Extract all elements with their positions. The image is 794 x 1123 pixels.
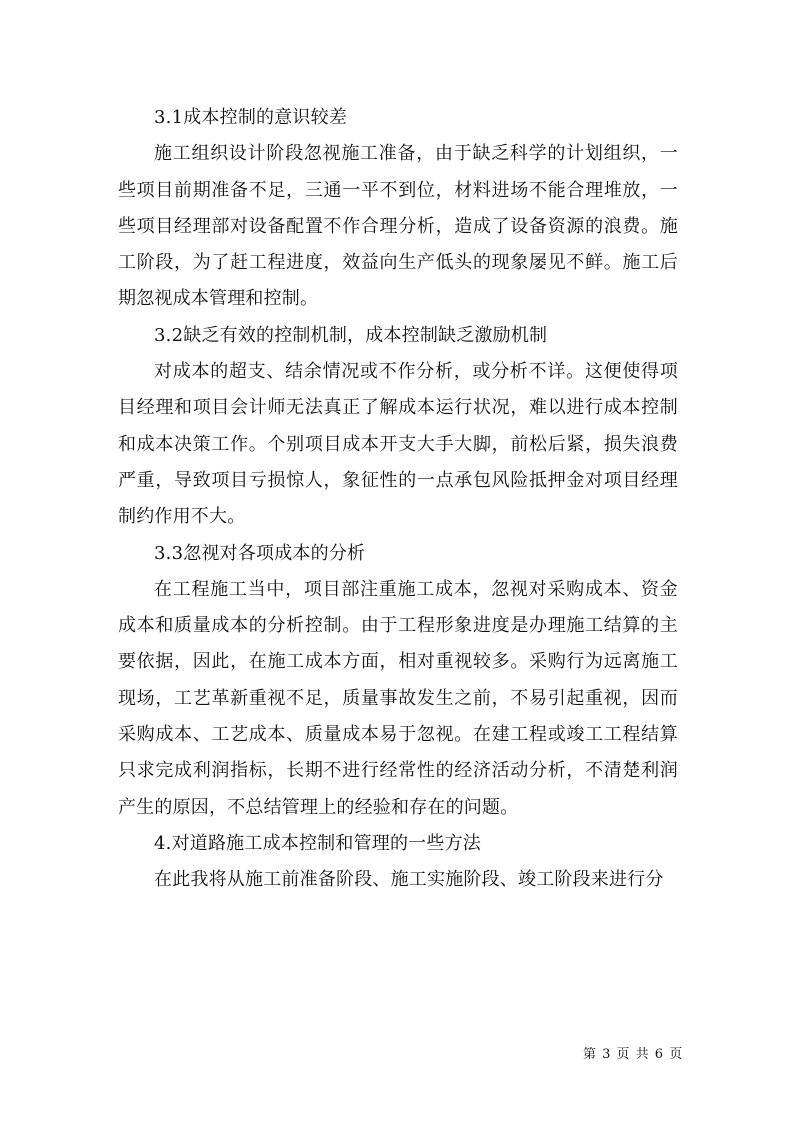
section-heading-3-2: 3.2缺乏有效的控制机制，成本控制缺乏激励机制 bbox=[154, 324, 548, 346]
document-body bbox=[118, 100, 678, 899]
body-paragraph: 施工组织设计阶段忽视施工准备，由于缺乏科学的计划组织，一些项目前期准备不足，三通一平不到位，材料进场不能合理堆放，一些项目经理部对设备配置不作合理分析，造成了设备资源的浪费。施工阶段，为了赶工程进度，效益向生产低头的现象屡见不鲜。施工后期忽视成本管理和控制。 bbox=[118, 143, 678, 310]
section-heading-3-3: 3.3忽视对各项成本的分析 bbox=[154, 542, 366, 564]
body-paragraph: 在此我将从施工前准备阶段、施工实施阶段、竣工阶段来进行分 bbox=[154, 869, 664, 891]
section-heading-4: 4.对道路施工成本控制和管理的一些方法 bbox=[154, 832, 481, 854]
body-paragraph: 对成本的超支、结余情况或不作分析，或分析不详。这便使得项目经理和项目会计师无法真正了解成本运行状况，难以进行成本控制和成本决策工作。个别项目成本开支大手大脚，前松后紧，损失浪费严重，导致项目亏损惊人，象征性的一点承包风险抵押金对项目经理制约作用不大。 bbox=[118, 361, 678, 528]
body-paragraph: 在工程施工当中，项目部注重施工成本，忽视对采购成本、资金成本和质量成本的分析控制。由于工程形象进度是办理施工结算的主要依据，因此，在施工成本方面，相对重视较多。采购行为远离施工现场，工艺革新重视不足，质量事故发生之前，不易引起重视，因而采购成本、工艺成本、质量成本易于忽视。在建工程或竣工工程结算只求完成利润指标，长期不进行经常性的经济活动分析，不清楚利润产生的原因，不总结管理上的经验和存在的问题。 bbox=[118, 578, 678, 818]
page-number-footer: 第 3 页 共 6 页 bbox=[583, 1047, 684, 1062]
section-heading-3-1: 3.1成本控制的意识较差 bbox=[154, 107, 348, 128]
